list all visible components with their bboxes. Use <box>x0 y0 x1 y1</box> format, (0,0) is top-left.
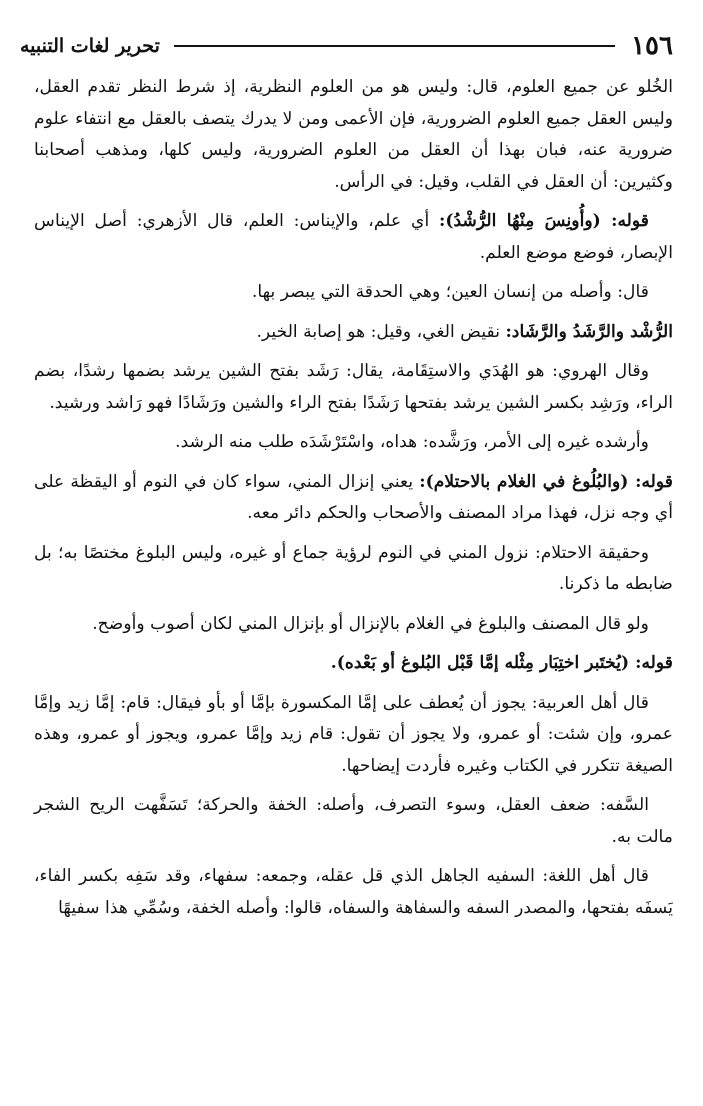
paragraph <box>34 427 673 459</box>
paragraph <box>34 72 673 198</box>
paragraph <box>34 356 673 419</box>
paragraph <box>34 648 673 680</box>
paragraph-text: قال: وأصله من إنسان العين؛ وهي الحدقة التي يبصر بها. <box>251 282 649 302</box>
paragraph-text: يعني إنزال المني، سواء كان في النوم أو اليقظة على أي وجه نزل، فهذا مراد المصنف والأصحاب والحكم دائر معه. <box>34 471 673 523</box>
paragraph-text: وقال الهروي: هو الهُدَي والاستِقَامة، يقال: رَشَد بفتح الشين يرشد بضمها رشدًا، بضم الراء، ورَشِد بكسر الشين يرشد بفتحها رَشَدًا بفتح الراء والشين ورَشَادًا فهو رَاشد ورشيد. <box>34 361 673 413</box>
paragraph <box>34 861 673 924</box>
paragraph-lead: قوله: (وأُونِسَ مِنْهُا الرُّشْدُ): <box>439 211 649 231</box>
page-number: ١٥٦ <box>631 31 673 61</box>
paragraph-text: وأرشده غيره إلى الأمر، ورَشَّده: هداه، واسْتَرْشَدَه طلب منه الرشد. <box>175 432 649 452</box>
running-title: تحرير لغات التنبيه <box>20 35 160 57</box>
paragraph-lead: الرُّشْد والرَّشَدُ والرَّشَاد: <box>505 321 673 342</box>
paragraph <box>34 538 673 601</box>
header-rule <box>174 45 615 47</box>
paragraph-text: وحقيقة الاحتلام: نزول المني في النوم لرؤية جماع أو غيره، وليس البلوغ مختصًا به؛ بل ضابطه ما ذكرنا. <box>34 542 673 594</box>
paragraph <box>34 688 673 783</box>
paragraph-lead: قوله: (والبُلُوغ في الغلام بالاحتلام): <box>419 471 673 492</box>
body-text <box>34 72 673 932</box>
paragraph-text: قال أهل العربية: يجوز أن يُعطف على إمَّا المكسورة بإمَّا أو بأو فيقال: قام: إمَّا زيد وإمَّا عمرو، وإن شئت: أو عمرو، ولا يجوز أن تقول: قام زيد وإمَّا عمرو، ويجوز أو عمرو، وهذه الصيغة تتكرر في الكتاب وغيره فأردت إيضاحها. <box>34 692 673 776</box>
paragraph <box>34 206 673 269</box>
paragraph-text: نقيض الغي، وقيل: هو إصابة الخير. <box>256 321 506 342</box>
paragraph-text: ولو قال المصنف والبلوغ في الغلام بالإنزال أو بإنزال المني لكان أصوب وأوضح. <box>92 613 649 634</box>
page-header <box>20 26 673 66</box>
paragraph-lead: قوله: (يُختَبر اختِبَار مِثْله إمَّا قَبْل البُلوغ أو بَعْده). <box>330 653 673 673</box>
paragraph <box>34 790 673 853</box>
paragraph <box>34 467 673 530</box>
paragraph-text: أي علم، والإيناس: العلم، قال الأزهري: أصل الإيناس الإبصار، فوضع موضع العلم. <box>34 211 673 263</box>
paragraph <box>34 317 673 349</box>
paragraph-text: الخُلو عن جميع العلوم، قال: وليس هو من العلوم النظرية، إذ شرط النظر تقدم العقل، وليس العقل جميع العلوم الضرورية، فإن الأعمى ومن لا يدرك يتصف بالعقل مع انتفاء علوم ضرورية عنه، فبان بهذا أن العقل من العلوم الضرورية، وليس كلها، ومذهب أصحابنا وكثيرين: أن العقل في القلب، وقيل: في الرأس. <box>34 77 673 192</box>
paragraph-text: قال أهل اللغة: السفيه الجاهل الذي قل عقله، وجمعه: سفهاء، وقد سَفِه بكسر الفاء، يَسفَه بفتحها، والمصدر السفه والسفاهة والسفاه، قالوا: وأصله الخفة، وسُمِّي هذا سفيهًا <box>34 866 673 918</box>
paragraph <box>34 277 673 309</box>
paragraph-text: السَّفه: ضعف العقل، وسوء التصرف، وأصله: الخفة والحركة؛ تَسَفَّهت الريح الشجر مالت به. <box>34 795 673 847</box>
paragraph <box>34 609 673 641</box>
